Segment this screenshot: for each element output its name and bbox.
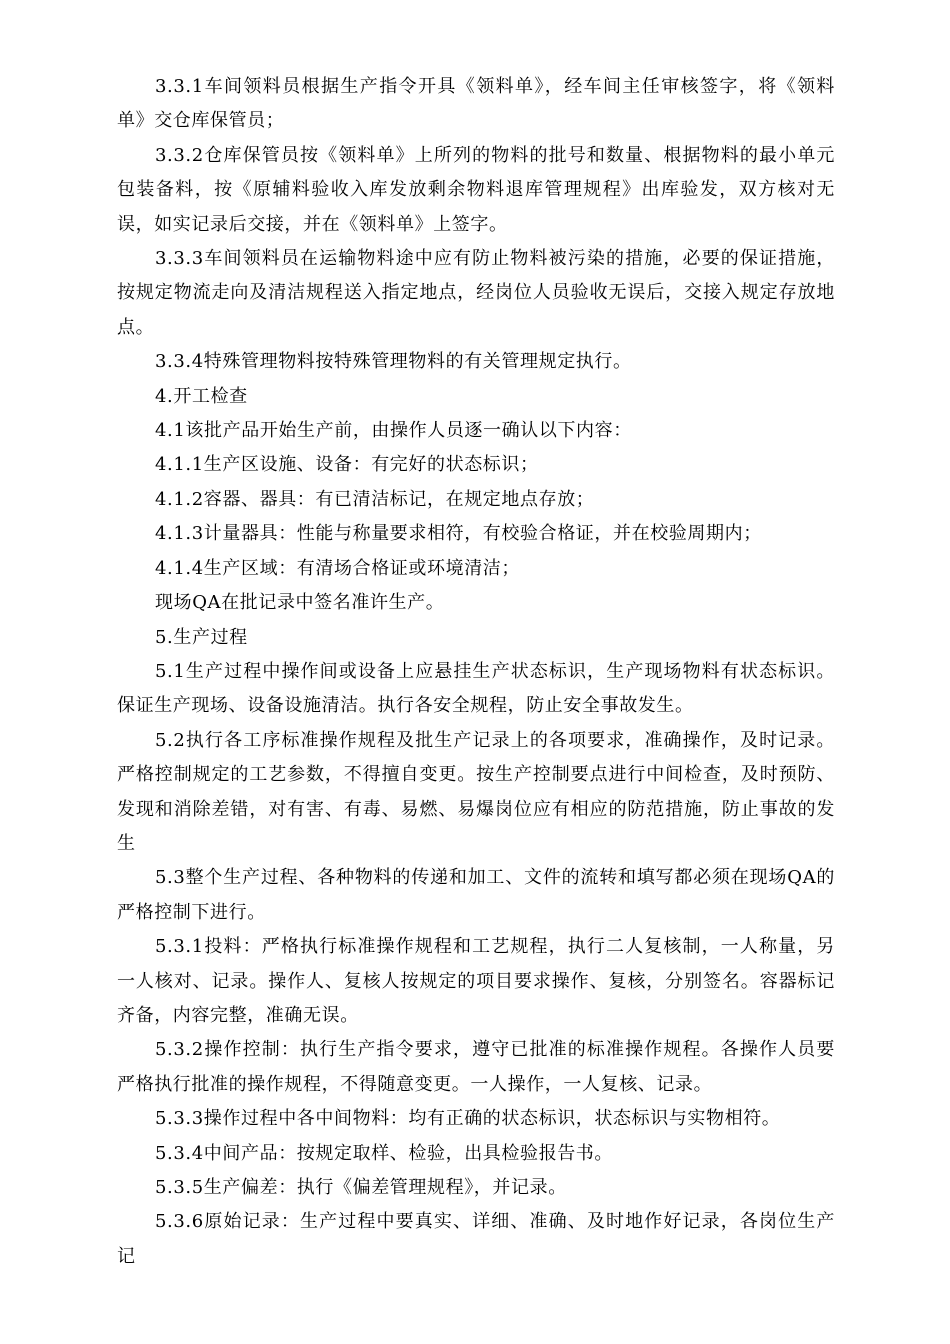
paragraph-5-3-6: 5.3.6原始记录：生产过程中要真实、详细、准确、及时地作好记录，各岗位生产记	[117, 1211, 835, 1267]
paragraph-5-2: 5.2执行各工序标准操作规程及批生产记录上的各项要求，准确操作，及时记录。严格控制规定的工艺参数，不得擅自变更。按生产控制要点进行中间检查，及时预防、发现和消除差错，对有害、有毒、易燃、易爆岗位应有相应的防范措施，防止事故的发生	[117, 729, 835, 854]
paragraph-5-3-1: 5.3.1投料：严格执行标准操作规程和工艺规程，执行二人复核制，一人称量，另一人核对、记录。操作人、复核人按规定的项目要求操作、复核，分别签名。容器标记齐备，内容完整，准确无误。	[117, 936, 835, 1026]
paragraph-5-3-4: 5.3.4中间产品：按规定取样、检验，出具检验报告书。	[155, 1142, 613, 1164]
paragraph-qa-approval: 现场QA在批记录中签名准许生产。	[155, 592, 445, 614]
paragraph-5-3-2: 5.3.2操作控制：执行生产指令要求，遵守已批准的标准操作规程。各操作人员要严格执行批准的操作规程，不得随意变更。一人操作，一人复核、记录。	[117, 1039, 835, 1095]
paragraph-3-3-4: 3.3.4特殊管理物料按特殊管理物料的有关管理规定执行。	[155, 351, 632, 373]
paragraph-4-1-1: 4.1.1生产区设施、设备：有完好的状态标识；	[155, 454, 539, 476]
paragraph-5-1: 5.1生产过程中操作间或设备上应悬挂生产状态标识，生产现场物料有状态标识。保证生产现场、设备设施清洁。执行各安全规程，防止安全事故发生。	[117, 660, 835, 717]
section-heading-4: 4.开工检查	[155, 385, 248, 407]
section-heading-5: 5.生产过程	[155, 626, 248, 648]
paragraph-4-1-3: 4.1.3计量器具：性能与称量要求相符，有校验合格证，并在校验周期内；	[155, 523, 762, 545]
paragraph-5-3-5: 5.3.5生产偏差：执行《偏差管理规程》，并记录。	[155, 1177, 567, 1198]
paragraph-3-3-1: 3.3.1车间领料员根据生产指令开具《领料单》，经车间主任审核签字，将《领料单》交仓库保管员；	[117, 76, 835, 132]
paragraph-4-1: 4.1该批产品开始生产前，由操作人员逐一确认以下内容：	[155, 420, 632, 442]
document-page	[117, 70, 835, 1274]
paragraph-3-3-2: 3.3.2仓库保管员按《领料单》上所列的物料的批号和数量、根据物料的最小单元包装备料，按《原辅料验收入库发放剩余物料退库管理规程》出库验发，双方核对无误，如实记录后交接，并在《领料单》上签字。	[117, 144, 835, 235]
paragraph-3-3-3: 3.3.3车间领料员在运输物料途中应有防止物料被污染的措施，必要的保证措施，按规定物流走向及清洁规程送入指定地点，经岗位人员验收无误后，交接入规定存放地点。	[117, 248, 835, 338]
paragraph-4-1-4: 4.1.4生产区域：有清场合格证或环境清洁；	[155, 557, 520, 579]
paragraph-5-3: 5.3整个生产过程、各种物料的传递和加工、文件的流转和填写都必须在现场QA的严格控制下进行。	[117, 867, 835, 923]
paragraph-5-3-3: 5.3.3操作过程中各中间物料：均有正确的状态标识，状态标识与实物相符。	[155, 1108, 781, 1130]
paragraph-4-1-2: 4.1.2容器、器具：有已清洁标记，在规定地点存放；	[155, 488, 595, 510]
